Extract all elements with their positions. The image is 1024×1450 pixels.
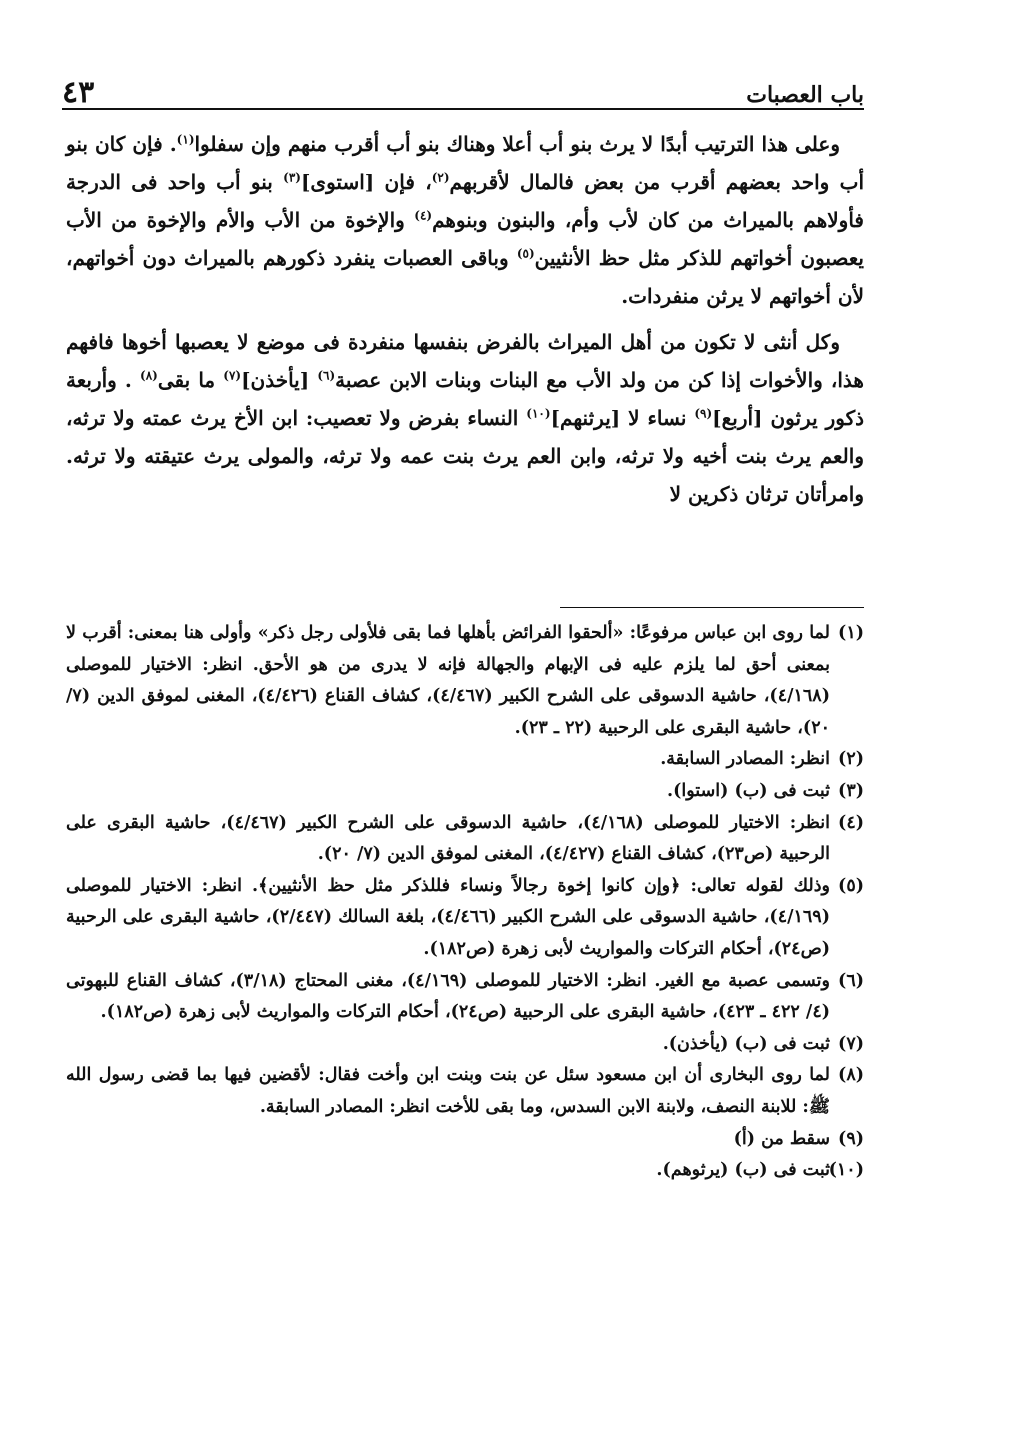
text-run: [يأخذن] — [241, 368, 318, 392]
footnote-number: (٥) — [838, 875, 864, 896]
footnote — [66, 808, 864, 871]
footnote-text: انظر: الاختيار للموصلى (٤/١٦٨)، حاشية الدسوقى على الشرح الكبير (٤/٤٦٧)، حاشية البقرى على الرحبية (ص٢٣)، كشاف القناع (٤/٤٢٧)، المغنى لموفق الدين (٧/ ٢٠). — [66, 812, 830, 865]
footnote-ref: (٩) — [694, 406, 713, 421]
footnote-ref: (١) — [176, 132, 195, 147]
footnote-ref: (٦) — [317, 368, 336, 383]
footnote-number: (١) — [838, 623, 864, 643]
footnote — [66, 1060, 864, 1123]
page-header — [62, 72, 864, 108]
footnote-ref: (٤) — [414, 208, 433, 223]
text-run: وعلى هذا الترتيب أبدًا لا يرث بنو أب أعلا وهناك بنو أب أقرب منهم وإن سفلوا — [194, 132, 840, 156]
text-run: النساء بفرض ولا تعصيب: ابن الأخ يرث عمته ولا ترثه، والعم يرث بنت أخيه ولا ترثه، وابن العم يرث بنت عمه ولا ترثه، والمولى يرث عتيقته ولا ترثه. وامرأتان ترثان ذكرين لا — [66, 406, 864, 506]
text-run: بنو أب واحد فى الدرجة فأولاهم بالميراث من كان لأب وأم، والبنون وبنوهم — [66, 170, 864, 232]
text-run: . وأربعة ذكور يرثون [أربع] — [66, 368, 865, 430]
header-rule — [62, 108, 864, 110]
footnote-ref: (١٠) — [526, 406, 551, 421]
text-run: ، فإن [استوى] — [300, 170, 432, 194]
paragraph — [66, 323, 864, 513]
footnote-text: انظر: المصادر السابقة. — [660, 749, 830, 770]
footnote — [66, 776, 864, 808]
footnote-ref: (٨) — [140, 368, 158, 383]
text-run: ما بقى — [157, 368, 224, 392]
footnote-ref: (٢) — [431, 170, 450, 185]
footnote-text: لما روى البخارى أن ابن مسعود سئل عن بنت وبنت ابن وأخت فقال: لأقضين فيها بما قضى رسول الله ﷺ: للابنة النصف، ولابنة الابن السدس، وما بقى للأخت انظر: المصادر السابقة. — [66, 1065, 830, 1117]
footnote-number: (٩) — [838, 1128, 864, 1149]
footnote-number: (١٠) — [828, 1160, 864, 1181]
footnote-number: (٣) — [838, 780, 864, 801]
footnote-number: (٦) — [838, 970, 864, 991]
footnote-separator — [560, 607, 864, 608]
footnote-text: وذلك لقوله تعالى: ﴿وإن كانوا إخوة رجالاً ونساء فللذكر مثل حظ الأنثيين﴾. انظر: الاختيار للموصلى (٤/١٦٩)، حاشية الدسوقى على الشرح الكبير (٤/٤٦٦)، بلغة السالك (٢/٤٤٧)، حاشية البقرى على الرحبية (ص٢٤)، أحكام التركات والمواريث لأبى زهرة (ص١٨٢). — [66, 875, 830, 959]
footnote-ref: (٥) — [516, 246, 535, 261]
chapter-title: باب العصبات — [746, 82, 864, 108]
footnote — [66, 871, 864, 966]
footnote — [66, 966, 864, 1029]
text-run: وكل أنثى لا تكون من أهل الميراث بالفرض بنفسها منفردة فى موضع لا يعصبها أخوها فافهم هذا، والأخوات إذا كن من ولد الأب مع البنات وبنات الابن عصبة — [66, 330, 864, 392]
footnote — [66, 1029, 864, 1061]
footnote-text: لما روى ابن عباس مرفوعًا: «ألحقوا الفرائض بأهلها فما بقى فلأولى رجل ذكر» وأولى هنا بمعنى: أقرب لا بمعنى أحق لما يلزم عليه فى الإبهام والجهالة فإنه لا يدرى من هو الأحق. انظر: الاختيار للموصلى (٤/١٦٨)، حاشية الدسوقى على الشرح الكبير (٤/٤٦٧)، كشاف القناع (٤/٤٢٦)، المغنى لموفق الدين (٧/ ٢٠)، حاشية البقرى على الرحبية (٢٢ ـ ٢٣). — [66, 623, 830, 738]
footnote — [66, 1155, 864, 1187]
text-run: والإخوة من الأب والأم والإخوة من الأب يعصبون أخواتهم للذكر مثل حظ الأنثيين — [66, 208, 864, 270]
page-number: ٤٣ — [62, 75, 95, 110]
footnote-number: (٤) — [838, 812, 864, 833]
footnote-number: (٨) — [838, 1065, 864, 1086]
footnote — [66, 1124, 864, 1156]
text-run: نساء لا [يرثنهم] — [550, 406, 695, 430]
footnote — [66, 618, 864, 744]
footnote — [66, 744, 864, 776]
paragraph — [66, 125, 864, 315]
main-text — [66, 125, 864, 521]
text-run: وباقى العصبات ينفرد ذكورهم بالميراث دون أخواتهم، لأن أخواتهم لا يرثن منفردات. — [66, 246, 864, 308]
footnote-ref: (٣) — [283, 170, 301, 185]
footnote-ref: (٧) — [223, 368, 242, 383]
footnote-text: ثبت فى (ب) (يأخذن). — [662, 1033, 830, 1054]
footnote-number: (٧) — [838, 1033, 864, 1054]
footnotes — [66, 618, 864, 1187]
footnote-text: ثبت فى (ب) (استوا). — [667, 780, 830, 801]
footnote-number: (٢) — [838, 749, 864, 770]
footnote-text: ثبت فى (ب) (يرثوهم). — [656, 1160, 830, 1181]
text-run: . فإن كان بنو أب واحد بعضهم أقرب من بعض فالمال لأقربهم — [66, 132, 864, 194]
footnote-text: وتسمى عصبة مع الغير. انظر: الاختيار للموصلى (٤/١٦٩)، مغنى المحتاج (٣/١٨)، كشاف القناع للبهوتى (٤/ ٤٢٢ ـ ٤٢٣)، حاشية البقرى على الرحبية (ص٢٤)، أحكام التركات والمواريث لأبى زهرة (ص١٨٢). — [66, 970, 830, 1023]
footnote-text: سقط من (أ) — [733, 1128, 830, 1149]
